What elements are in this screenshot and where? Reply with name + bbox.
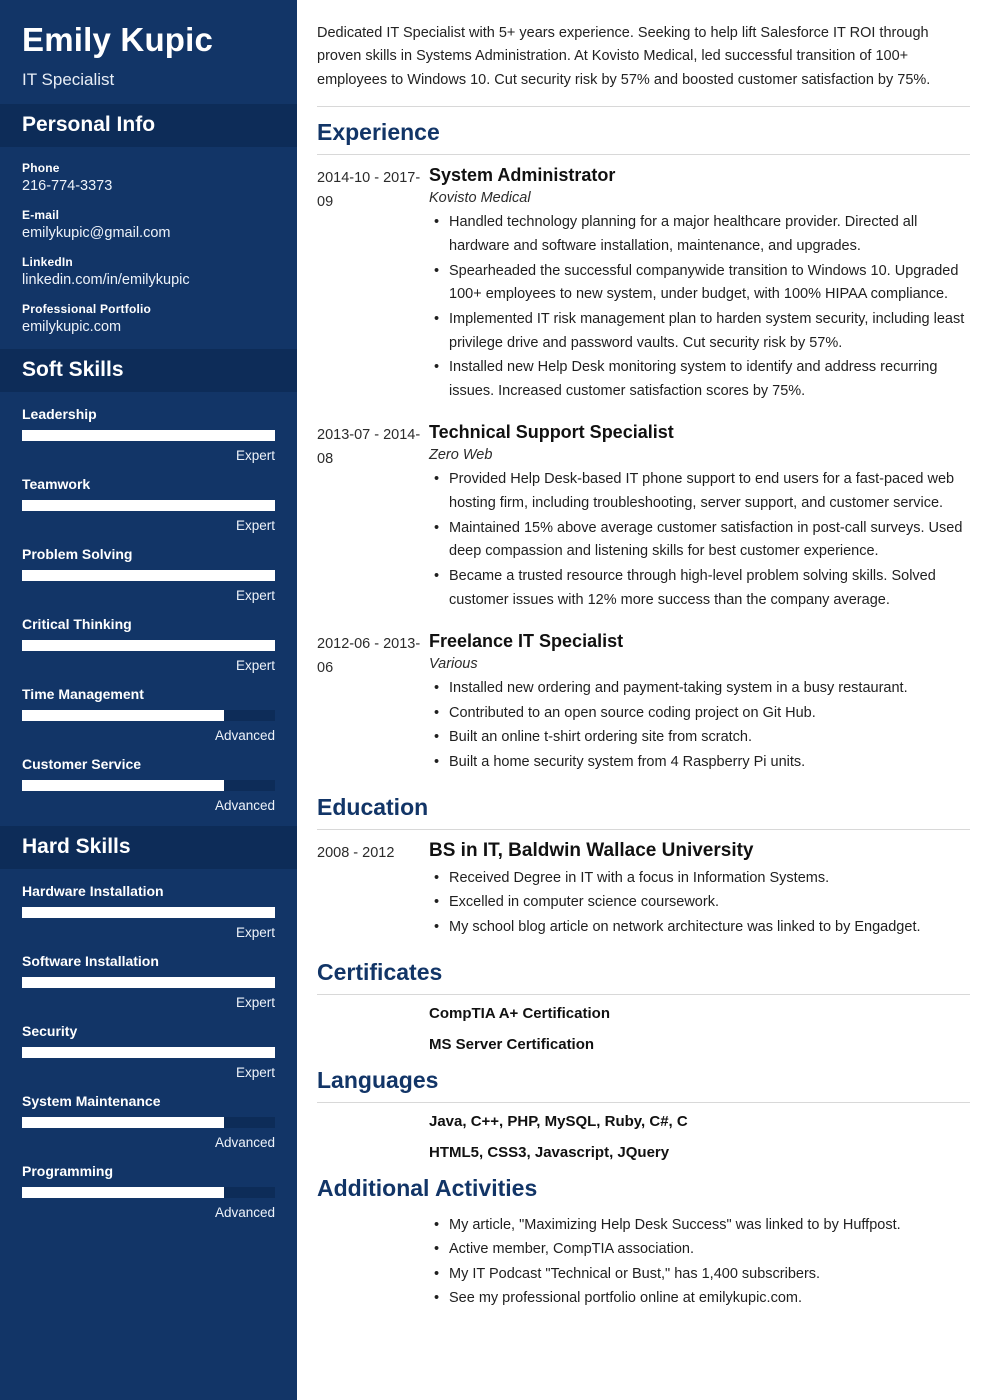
entry-organization: Zero Web bbox=[429, 447, 493, 464]
info-label: LinkedIn bbox=[22, 255, 73, 270]
skill-level: Expert bbox=[235, 995, 275, 1011]
skill-bar-fill bbox=[22, 780, 224, 791]
list-item: • Built an online t-shirt ordering site from scratch. bbox=[447, 726, 970, 750]
skill-name: Customer Service bbox=[22, 756, 142, 773]
list-item: • Received Degree in IT with a focus in Information Systems. bbox=[447, 867, 970, 891]
entry-body bbox=[429, 631, 970, 776]
skill-bar-track bbox=[22, 977, 275, 988]
entry-organization: Kovisto Medical bbox=[429, 190, 531, 207]
main-content bbox=[297, 0, 990, 1400]
sidebar bbox=[0, 0, 297, 1400]
list-item bbox=[22, 686, 275, 743]
soft-skills-list bbox=[0, 392, 297, 813]
skill-bar-track bbox=[22, 780, 275, 791]
list-item: • Installed new Help Desk monitoring system to identify and address recurring issues. Increased customer satisfaction scores by 75%. bbox=[447, 356, 970, 403]
skill-bar-fill bbox=[22, 430, 275, 441]
list-item bbox=[22, 953, 275, 1010]
skill-level: Advanced bbox=[214, 1135, 275, 1151]
list-item bbox=[22, 1023, 275, 1080]
skill-name: Problem Solving bbox=[22, 546, 133, 563]
personal-info-list bbox=[0, 147, 297, 335]
skill-level: Expert bbox=[235, 448, 275, 464]
list-item: MS Server Certification bbox=[429, 1035, 595, 1053]
skill-name: System Maintenance bbox=[22, 1093, 161, 1110]
list-item bbox=[22, 208, 275, 241]
skill-level: Expert bbox=[235, 925, 275, 941]
section-heading-education: Education bbox=[317, 794, 970, 830]
info-label: Phone bbox=[22, 161, 60, 176]
section-heading-languages: Languages bbox=[317, 1067, 970, 1103]
skill-bar-track bbox=[22, 710, 275, 721]
skill-bar-track bbox=[22, 640, 275, 651]
entry-date: 2008 - 2012 bbox=[317, 844, 395, 861]
list-item bbox=[22, 255, 275, 288]
entry-body bbox=[429, 840, 970, 941]
entry-bullets bbox=[429, 468, 970, 612]
hard-skills-list bbox=[0, 869, 297, 1220]
activities-bullets bbox=[429, 1214, 970, 1312]
section-heading-certificates: Certificates bbox=[317, 959, 970, 995]
skill-level: Expert bbox=[235, 588, 275, 604]
list-item bbox=[22, 1093, 275, 1150]
list-item: • My school blog article on network architecture was linked to by Engadget. bbox=[447, 916, 970, 940]
list-item bbox=[22, 161, 275, 194]
list-item: • See my professional portfolio online at emilykupic.com. bbox=[447, 1287, 970, 1311]
skill-bar-fill bbox=[22, 500, 275, 511]
info-value: emilykupic@gmail.com bbox=[22, 225, 171, 242]
skill-bar-fill bbox=[22, 710, 224, 721]
section-heading-additional-activities: Additional Activities bbox=[317, 1174, 538, 1201]
skill-bar-track bbox=[22, 907, 275, 918]
entry-role: Freelance IT Specialist bbox=[429, 631, 624, 652]
list-item bbox=[22, 1163, 275, 1220]
list-item: • Handled technology planning for a major healthcare provider. Directed all hardware and software installation, maintenance, and upgrades. bbox=[447, 211, 970, 258]
list-item: • Installed new ordering and payment-taking system in a busy restaurant. bbox=[447, 677, 970, 701]
entry-date: 2012-06 - 2013-06 bbox=[317, 636, 421, 676]
list-item: • My article, "Maximizing Help Desk Success" was linked to by Huffpost. bbox=[447, 1214, 970, 1238]
experience-entry bbox=[317, 165, 970, 404]
list-item: • Active member, CompTIA association. bbox=[447, 1238, 970, 1262]
candidate-name: Emily Kupic bbox=[22, 21, 214, 58]
info-label: E-mail bbox=[22, 208, 60, 223]
list-item bbox=[22, 302, 275, 335]
info-value: emilykupic.com bbox=[22, 319, 122, 336]
skill-level: Expert bbox=[235, 658, 275, 674]
skill-level: Expert bbox=[235, 518, 275, 534]
skill-level: Expert bbox=[235, 1065, 275, 1081]
skill-bar-track bbox=[22, 430, 275, 441]
entry-bullets bbox=[429, 677, 970, 775]
list-item bbox=[22, 756, 275, 813]
entry-bullets bbox=[429, 211, 970, 403]
degree-title: BS in IT, Baldwin Wallace University bbox=[429, 839, 754, 861]
skill-bar-track bbox=[22, 500, 275, 511]
list-item: Java, C++, PHP, MySQL, Ruby, C#, C bbox=[429, 1112, 688, 1130]
skill-bar-fill bbox=[22, 977, 275, 988]
skill-level: Advanced bbox=[214, 1205, 275, 1221]
section-heading-hard-skills: Hard Skills bbox=[0, 826, 297, 869]
skill-bar-track bbox=[22, 570, 275, 581]
list-item: • Spearheaded the successful companywide transition to Windows 10. Upgraded 100+ employees to new system, under budget, with 100% HIPAA compliance. bbox=[447, 260, 970, 307]
list-item: • Became a trusted resource through high-level problem solving skills. Solved customer issues with 12% more success than the company average. bbox=[447, 565, 970, 612]
list-item bbox=[22, 406, 275, 463]
skill-bar-fill bbox=[22, 570, 275, 581]
list-item: • My IT Podcast "Technical or Bust," has 1,400 subscribers. bbox=[447, 1263, 970, 1287]
list-item bbox=[22, 616, 275, 673]
skill-name: Programming bbox=[22, 1163, 114, 1180]
skill-bar-fill bbox=[22, 1187, 224, 1198]
list-item: • Contributed to an open source coding project on Git Hub. bbox=[447, 702, 970, 726]
section-heading-soft-skills: Soft Skills bbox=[0, 349, 297, 392]
list-item bbox=[22, 476, 275, 533]
entry-body bbox=[429, 422, 970, 613]
candidate-job-title: IT Specialist bbox=[22, 70, 115, 90]
list-item: • Maintained 15% above average customer satisfaction in post-call surveys. Used deep compassion and listening skills for best customer experience. bbox=[447, 517, 970, 564]
languages-list bbox=[317, 1113, 970, 1161]
education-entry bbox=[317, 840, 970, 941]
list-item: CompTIA A+ Certification bbox=[429, 1004, 610, 1022]
entry-date: 2014-10 - 2017-09 bbox=[317, 170, 421, 210]
skill-bar-fill bbox=[22, 1117, 224, 1128]
skill-name: Hardware Installation bbox=[22, 883, 164, 900]
list-item: HTML5, CSS3, Javascript, JQuery bbox=[429, 1143, 670, 1161]
skill-level: Advanced bbox=[214, 798, 275, 814]
summary-paragraph: Dedicated IT Specialist with 5+ years experience. Seeking to help lift Salesforce IT ROI through proven skills in Systems Administration. At Kovisto Medical, led successful transition of 100+ employees to Windows 10. Cut security risk by 57% and boosted customer satisfaction by 75%. bbox=[317, 22, 970, 107]
skill-name: Critical Thinking bbox=[22, 616, 132, 633]
skill-name: Security bbox=[22, 1023, 78, 1040]
list-item bbox=[22, 546, 275, 603]
list-item: • Excelled in computer science coursework. bbox=[447, 891, 970, 915]
info-label: Professional Portfolio bbox=[22, 302, 152, 317]
name-block bbox=[0, 0, 297, 104]
list-item: • Built a home security system from 4 Raspberry Pi units. bbox=[447, 751, 970, 775]
skill-bar-track bbox=[22, 1117, 275, 1128]
list-item: • Implemented IT risk management plan to harden system security, including least privilege drive and password vaults. Cut security risk by 57%. bbox=[447, 308, 970, 355]
skill-bar-track bbox=[22, 1187, 275, 1198]
skill-name: Teamwork bbox=[22, 476, 91, 493]
section-heading-personal-info: Personal Info bbox=[0, 104, 297, 147]
info-value: linkedin.com/in/emilykupic bbox=[22, 272, 190, 289]
entry-bullets bbox=[429, 867, 970, 940]
skill-bar-fill bbox=[22, 640, 275, 651]
entry-role: System Administrator bbox=[429, 165, 616, 186]
skill-name: Time Management bbox=[22, 686, 144, 703]
list-item: • Provided Help Desk-based IT phone support to end users for a fast-paced web hosting firm, including troubleshooting, server support, and customer service. bbox=[447, 468, 970, 515]
skill-level: Advanced bbox=[214, 728, 275, 744]
skill-bar-track bbox=[22, 1047, 275, 1058]
experience-entry bbox=[317, 422, 970, 613]
experience-entry bbox=[317, 631, 970, 776]
entry-organization: Various bbox=[429, 656, 478, 673]
entry-date: 2013-07 - 2014-08 bbox=[317, 427, 421, 467]
entry-body bbox=[429, 165, 970, 404]
skill-name: Software Installation bbox=[22, 953, 159, 970]
info-value: 216-774-3373 bbox=[22, 178, 113, 195]
entry-role: Technical Support Specialist bbox=[429, 422, 674, 443]
list-item bbox=[22, 883, 275, 940]
certificates-list bbox=[317, 1005, 970, 1053]
additional-activities-list bbox=[317, 1214, 970, 1312]
section-heading-experience: Experience bbox=[317, 119, 970, 155]
skill-name: Leadership bbox=[22, 406, 97, 423]
skill-bar-fill bbox=[22, 1047, 275, 1058]
skill-bar-fill bbox=[22, 907, 275, 918]
